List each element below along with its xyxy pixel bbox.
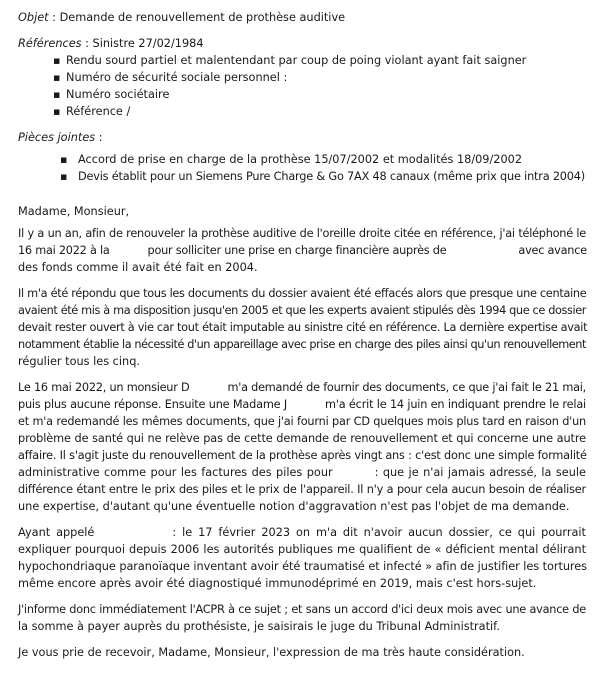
piece-item: ▪ Devis établit pour un Siemens Pure Charge & Go 7AX 48 canaux (même prix que intra 2004): [18, 168, 586, 185]
paragraph-line: Le 16 mai 2022, un monsieur D m'a demandé de fournir des documents, ce que j'ai fait le 21 mai,: [18, 381, 586, 394]
paragraph-line: une expertise, d'autant qu'une éventuelle notion d'aggravation n'est pas l'objet de ma demande.: [18, 500, 570, 513]
objet-text: Demande de renouvellement de prothèse auditive: [59, 11, 346, 24]
references-label: Références: [18, 37, 82, 50]
reference-item: ▪ Numéro sociétaire: [18, 86, 586, 103]
piece-item: ▪ Accord de prise en charge de la prothèse 15/07/2002 et modalités 18/09/2002: [18, 151, 586, 168]
paragraph-3: [18, 379, 586, 515]
paragraph-line: hypochondriaque paranoïaque inventant avoir été traumatisé et infecté » afin de justifier les tortures: [18, 560, 588, 573]
reference-item: ▪ Référence /: [18, 103, 586, 120]
paragraph-line: administrative comme pour les factures des piles pour : que je n'ai jamais adressé, la seule: [18, 466, 586, 479]
reference-item: ▪ Rendu sourd partiel et malentendant par coup de poing violant ayant fait saigner: [18, 52, 586, 69]
pieces-label: Pièces jointes: [18, 131, 96, 144]
paragraph-line: puis plus aucune réponse. Ensuite une Madame J m'a écrit le 14 juin en indiquant prendre le relai: [18, 398, 586, 411]
objet-label: Objet: [18, 11, 49, 24]
paragraph-line: expliquer pourquoi depuis 2006 les autorités publiques me qualifient de « déficient mental délirant: [18, 543, 586, 556]
paragraph-line: devait rester ouvert à vie car tout était imputable au sinistre cité en référence. La dernière expertise avait: [18, 321, 588, 334]
paragraph-line: des fonds comme il avait été fait en 2004.: [18, 261, 258, 274]
paragraph-line: Ayant appelé : le 17 février 2023 on m'a dit n'avoir aucun dossier, ce qui pourrait: [18, 526, 586, 539]
paragraph-line: avaient été mis à ma disposition jusqu'en 2005 et que les experts avaient stipulés dès 1994 que ce dossier: [18, 304, 586, 317]
paragraph-line: différence étant entre le prix des piles et le prix de l'appareil. Il n'y a pour cela aucun besoin de réaliser: [18, 483, 586, 496]
paragraph-line: la somme à payer auprès du prothésiste, je saisirais le juge du Tribunal Administratif.: [18, 620, 500, 633]
references-value: Sinistre 27/02/1984: [92, 37, 204, 50]
pieces-list: [18, 151, 586, 185]
salutation: Madame, Monsieur,: [18, 205, 130, 218]
paragraph-line: même encore après avoir été diagnostiqué immunodéprimé en 2019, mais c'est hors-sujet.: [18, 577, 537, 590]
paragraph-5: [18, 601, 586, 635]
paragraph-2: [18, 285, 586, 370]
closing: Je vous prie de recevoir, Madame, Monsieur, l'expression de ma très haute considération.: [18, 646, 525, 659]
paragraph-line: et m'a redemandé les mêmes documents, que j'ai fourni par CD quelques mois plus tard en raison d'un: [18, 415, 586, 428]
paragraph-line: régulier tous les cinq.: [18, 355, 140, 368]
reference-item: ▪ Numéro de sécurité sociale personnel :: [18, 69, 586, 86]
paragraph-line: Il y a un an, afin de renouveler la prothèse auditive de l'oreille droite citée en référence, j'ai téléphoné le: [18, 227, 586, 240]
paragraph-4: [18, 524, 586, 592]
paragraph-line: problème de santé qui ne relève pas de cette demande de renouvellement et qui concerne une autre: [18, 432, 586, 445]
paragraph-line: affaire. Il s'agit juste du renouvellement de la prothèse après vingt ans : c'est donc une simple formalité: [18, 449, 587, 462]
objet-line: Objet : Demande de renouvellement de prothèse auditive: [18, 11, 346, 24]
references-list: [18, 52, 586, 120]
paragraph-line: notamment établie la nécessité d'un appareillage avec prise en charge des piles ainsi qu'un renouvellement: [18, 338, 586, 351]
paragraph-line: J'informe donc immédiatement l'ACPR à ce sujet ; et sans un accord d'ici deux mois avec une avance de: [18, 603, 586, 616]
references-line: Références : Sinistre 27/02/1984: [18, 37, 204, 50]
pieces-line: Pièces jointes :: [18, 131, 103, 144]
paragraph-line: 16 mai 2022 à la pour solliciter une prise en charge financière auprès de avec avance: [18, 244, 587, 257]
paragraph-1: [18, 225, 586, 276]
paragraph-line: Il m'a été répondu que tous les documents du dossier avaient été effacés alors que presque une centaine: [18, 287, 587, 300]
